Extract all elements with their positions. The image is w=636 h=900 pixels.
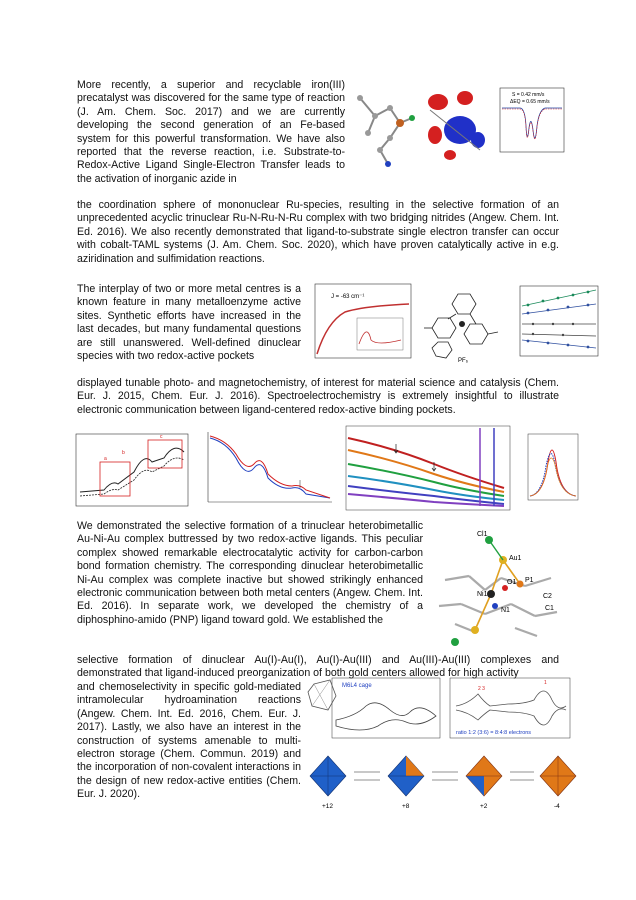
mossbauer-spectrum [490,86,568,168]
svg-text:2 3: 2 3 [478,686,485,692]
magnetic-susceptibility-plot [305,282,415,372]
paragraph-4-side: and chemoselectivity in specific gold-mediated intramolecular hydroamination reactions (Angew. Chem. Int. Ed. 2016, Chem. Eur. J. 2017). Lastly, we also have an interest in the construction of systems amenable to multi-electron storage (Chem. Commun. 2019) and the incorporation of non-covalent interactions in the design of new redox-active entities (Chem. Eur. J. 2020). [77,681,301,801]
charge-2: +8 [402,803,410,810]
ratio-label: ratio 1:2 (3:6) = 8:4:8 electrons [456,730,532,736]
uv-vis-spectrum [196,428,336,512]
octahedra-charge-series [306,750,582,810]
charge-1: +12 [322,803,334,810]
cv-electrons-plot [448,676,574,744]
octahedron-1 [310,756,346,796]
cv-plot [64,432,192,512]
epr-s-label: S = 0.42 mm/s [512,92,545,98]
n1-label: N1 [501,607,510,614]
fe-complex-structure [350,78,420,173]
cage-cv-plot [306,676,442,744]
svg-text:a: a [104,456,107,462]
dinuclear-complex-drawing [418,284,506,364]
au1-label: Au1 [509,555,522,562]
emission-spectrum [518,432,582,512]
ni1-label: Ni1 [477,591,488,598]
svg-text:1: 1 [544,680,547,686]
octahedron-3 [466,756,502,796]
o1-label: O1 [507,579,517,586]
charge-3: +2 [480,803,488,810]
paragraph-1-full: the coordination sphere of mononuclear Ru-species, resulting in the selective formation of an unprecedented acyclic trinuclear Ru-N-Ru-N-Ru complex with two bridging nitrides (Angew. Chem. Int. Ed. 2016). We also recently demonstrated that ligand-to-substrate single electron transfer can occur with cobalt-TAML systems (J. Am. Chem. Soc. 2020), which have proven catalytically active in e.g. aziridination and sulfimidation reactions. [77,199,559,265]
paragraph-1-side: More recently, a superior and recyclable iron(III) precatalyst was discovered for the same type of reaction (J. Am. Chem. Soc. 2017) and we are currently developing the second generation of an Fe-based system for this powerful transformation. We have also reported that the reverse reaction, i.e. Substrate-to-Redox-Active Ligand Single-Electron Transfer leads to the activation of inorganic azide in [77,79,345,185]
octahedron-2 [388,756,424,796]
spectroelectrochemistry-plot [334,424,514,520]
paragraph-2-full: displayed tunable photo- and magnetochemistry, of interest for material science and catalysis (Chem. Eur. J. 2015, Chem. Eur. J. 2016). Spectroelectrochemistry is extremely insightful to illustrate electronic communication between ligand-centered redox-active binding pockets. [77,377,559,416]
spin-density-figure [420,80,490,170]
octahedron-4 [540,756,576,796]
paragraph-3-full: selective formation of dinuclear Au(I)-Au(I), Au(I)-Au(III) and Au(III)-Au(III) complexes and demonstrated that ligand-induced preorganization of both gold centers allowed for high activity [77,654,559,680]
c2-label: C2 [543,593,552,600]
cage-label: M6L4 cage [342,683,372,689]
c1-label: C1 [545,605,554,612]
svg-text:PF₆: PF₆ [458,358,469,364]
paragraph-2-side: The interplay of two or more metal centres is a known feature in many metalloenzyme active sites. Synthetic efforts have increased in the last decades, but many fundamental questions are still unanswered. Well-defined dinuclear species with two redox-active pockets [77,283,301,363]
p1-label: P1 [525,577,534,584]
cl1-label: Cl1 [477,531,488,538]
linear-fit-plot [508,284,600,370]
svg-text:b: b [122,450,125,456]
j-value-label: J = -63 cm⁻¹ [331,294,365,300]
epr-eq-label: ΔEQ = 0.65 mm/s [510,99,550,105]
au-ni-crystal-structure [425,520,575,650]
paragraph-3-side: We demonstrated the selective formation of a trinuclear heterobimetallic Au-Ni-Au complex buttressed by two redox-active ligands. This peculiar complex showed remarkable electrocatalytic activity for carbon-carbon bond formation chemistry. The corresponding dinuclear heterobimetallic Ni-Au complex was complete inactive but showed strikingly enhanced electronic communication between both metal centers (Angew. Chem. Int. Ed. 2016). In separate work, we developed the chemistry of a diphosphino-amido (PNP) ligand toward gold. We established the [77,520,423,626]
svg-text:c: c [160,434,163,440]
charge-4: -4 [554,803,560,810]
